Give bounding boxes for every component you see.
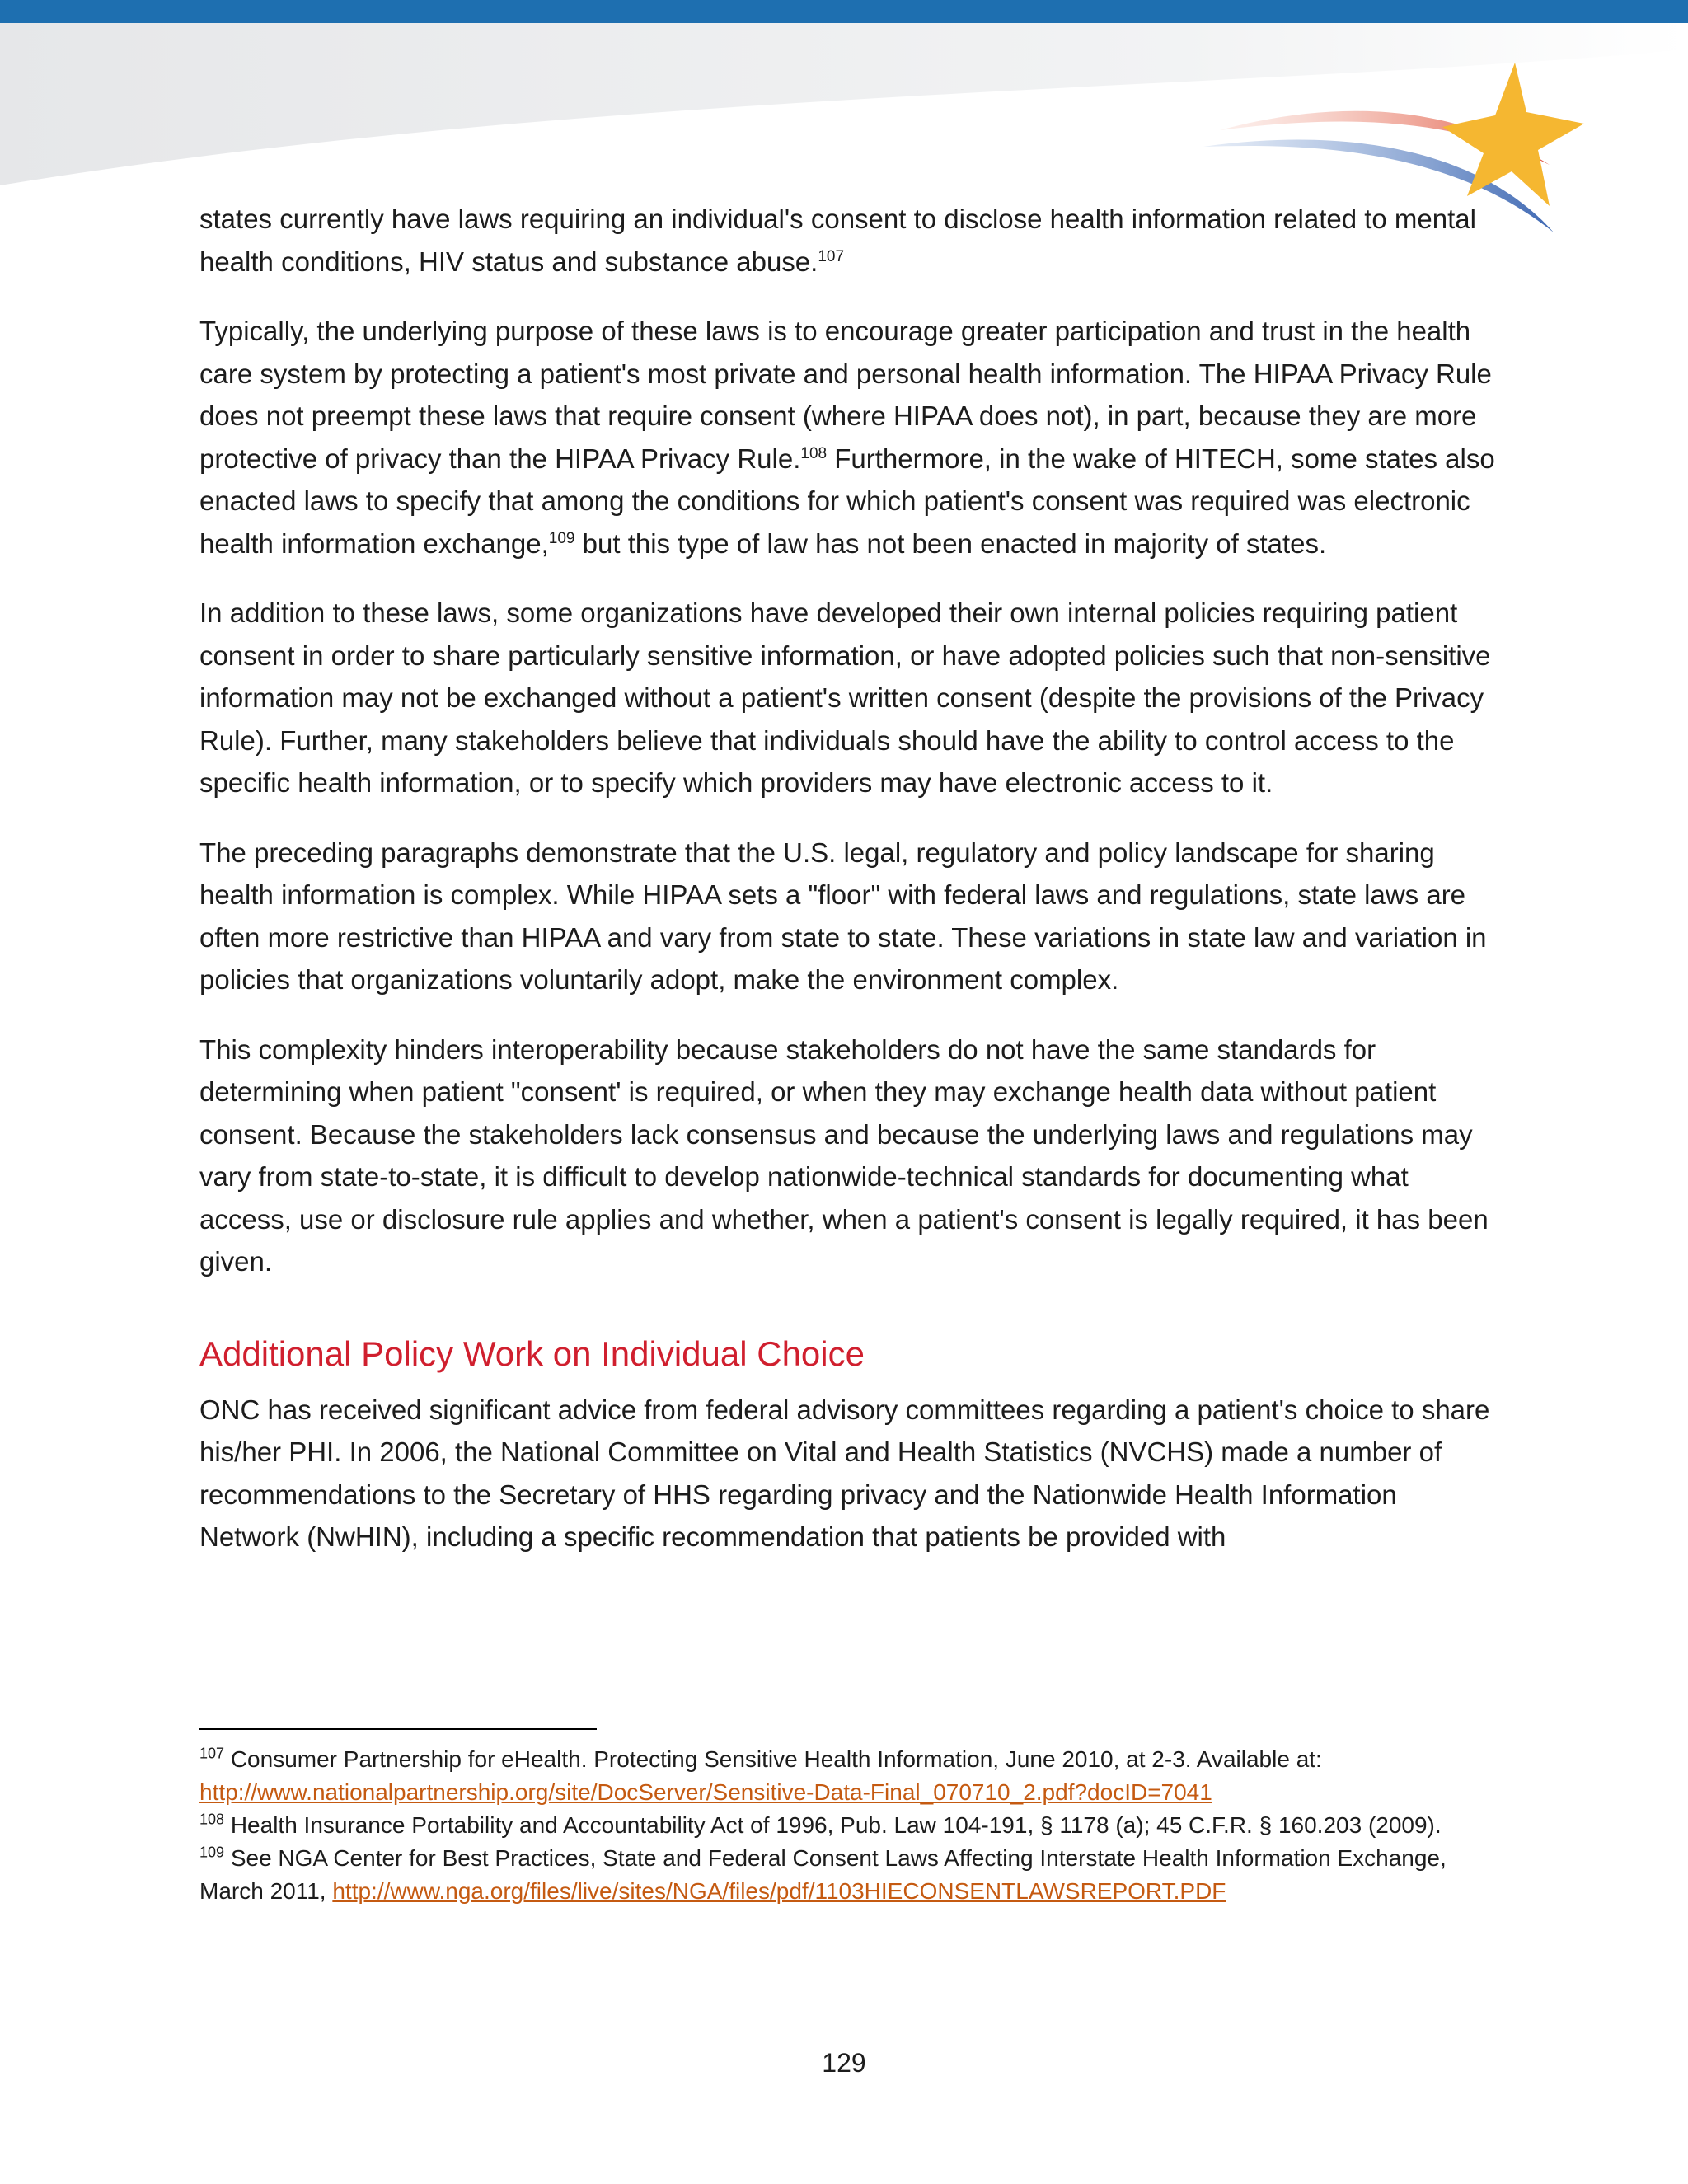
footnote-separator xyxy=(199,1728,597,1730)
footnote-ref-108[interactable]: 108 xyxy=(800,444,828,462)
footnote-text: Health Insurance Portability and Accountability Act of 1996, Pub. Law 104-191, § 1178 (a); 45 C.F.R. § 160.203 (2009). xyxy=(224,1812,1442,1838)
page-content xyxy=(199,198,1502,1586)
paragraph-3: In addition to these laws, some organizations have developed their own internal policies requiring patient consent in order to share particularly sensitive information, or have adopted policies such that non-sensitive information may not be exchanged without a patient's written consent (despite the provisions of the Privacy Rule). Further, many stakeholders believe that individuals should have the ability to control access to the specific health information, or to specify which providers may have electronic access to it. xyxy=(199,598,1491,798)
footnote-text: See NGA Center for Best Practices, State and Federal Consent Laws Affecting Interstate Health Information Exchange, March 2011, xyxy=(199,1845,1447,1904)
footnote-107 xyxy=(199,1743,1502,1809)
paragraph-2-text-c: but this type of law has not been enacted in majority of states. xyxy=(574,527,1327,559)
paragraph-2-text-a: Typically, the underlying purpose of these laws is to encourage greater participation and trust in the health care system by protecting a patient's most private and personal health information. The HIPAA Privacy Rule does not preempt these laws that require consent (where HIPAA does not), in part, because they are more protective of privacy than the HIPAA Privacy Rule. xyxy=(199,316,1492,474)
footnote-link[interactable]: http://www.nationalpartnership.org/site/DocServer/Sensitive-Data-Final_070710_2.pdf?docID=7041 xyxy=(199,1779,1212,1805)
footnote-109 xyxy=(199,1842,1502,1908)
footnote-108 xyxy=(199,1809,1502,1842)
footnote-number: 109 xyxy=(199,1844,225,1861)
paragraph-6: ONC has received significant advice from federal advisory committees regarding a patient's choice to share his/her PHI. In 2006, the National Committee on Vital and Health Statistics (NVCHS) made a number of recommendations to the Secretary of HHS regarding privacy and the Nationwide Health Information Network (NwHIN), including a specific recommendation that patients be provided with xyxy=(199,1394,1490,1552)
footnote-number: 107 xyxy=(199,1745,225,1762)
footnote-link[interactable]: http://www.nga.org/files/live/sites/NGA/files/pdf/1103HIECONSENTLAWSREPORT.PDF xyxy=(332,1878,1226,1904)
footnote-ref-109[interactable]: 109 xyxy=(548,529,575,547)
paragraph-1 xyxy=(199,198,1502,283)
paragraph-2-text-b: Furthermore, in the wake of HITECH, some states also enacted laws to specify that among the conditions for which patient's consent was required was electronic health information exchange, xyxy=(199,443,1495,559)
footnote-number: 108 xyxy=(199,1811,225,1828)
footnote-text: Consumer Partnership for eHealth. Protecting Sensitive Health Information, June 2010, at 2-3. Available at: xyxy=(224,1746,1322,1772)
footnote-ref-107[interactable]: 107 xyxy=(818,247,845,265)
paragraph-2 xyxy=(199,310,1502,565)
section-heading: Additional Policy Work on Individual Choice xyxy=(199,1333,865,1373)
footnotes xyxy=(199,1743,1502,1908)
star-icon xyxy=(1442,63,1584,206)
paragraph-5: This complexity hinders interoperability because stakeholders do not have the same standards for determining when patient "consent' is required, or when they may exchange health data without patient consent. Because the stakeholders lack consensus and because the underlying laws and regulations may vary from state-to-state, it is difficult to develop nationwide-technical standards for documenting what access, use or disclosure rule applies and whether, when a patient's consent is legally required, it has been given. xyxy=(199,1033,1489,1277)
paragraph-1-text: states currently have laws requiring an individual's consent to disclose health information related to mental health conditions, HIV status and substance abuse. xyxy=(199,204,1476,277)
page-number: 129 xyxy=(822,2048,866,2078)
paragraph-4: The preceding paragraphs demonstrate that the U.S. legal, regulatory and policy landscape for sharing health information is complex. While HIPAA sets a "floor" with federal laws and regulations, state laws are often more restrictive than HIPAA and vary from state to state. These variations in state law and variation in policies that organizations voluntarily adopt, make the environment complex. xyxy=(199,837,1487,995)
